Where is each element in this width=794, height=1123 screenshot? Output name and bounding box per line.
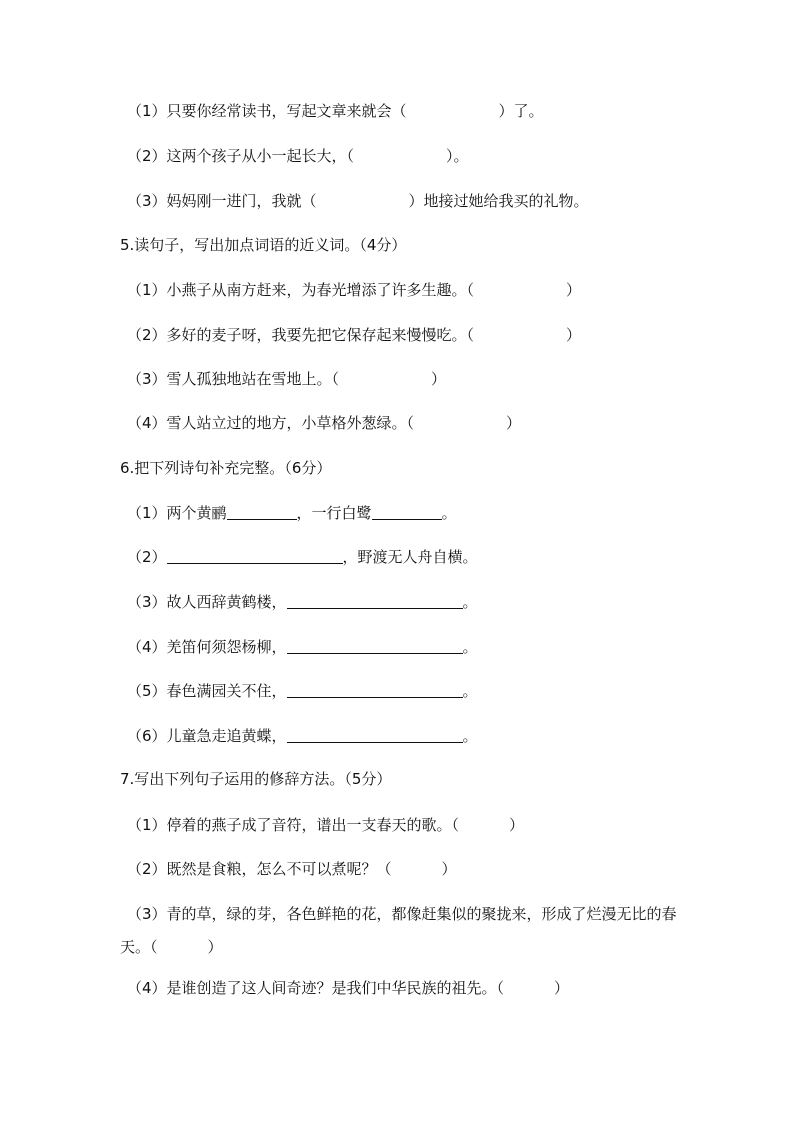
q4-item-3: （3）妈妈刚一进门，我就（ ）地接过她给我买的礼物。 — [127, 192, 589, 210]
q5-item-3: （3）雪人孤独地站在雪地上。（ ） — [127, 370, 447, 388]
q4-item-1: （1）只要你经常读书，写起文章来就会（ ）了。 — [127, 102, 544, 120]
q7-item-4: （4）是谁创造了这人间奇迹？是我们中华民族的祖先。（ ） — [127, 979, 570, 997]
answer-blank[interactable] — [287, 727, 463, 743]
answer-blank[interactable] — [287, 638, 463, 654]
q5-item-2: （2）多好的麦子呀，我要先把它保存起来慢慢吃。（ ） — [127, 326, 582, 344]
q7-item-1: （1）停着的燕子成了音符，谱出一支春天的歌。（ ） — [127, 816, 525, 834]
q7-item-2: （2）既然是食粮，怎么不可以煮呢？（ ） — [127, 860, 457, 878]
question-5-heading: 5.读句子，写出加点词语的近义词。（4分） — [120, 236, 407, 254]
q5-item-1: （1）小燕子从南方赶来，为春光增添了许多生趣。（ ） — [127, 281, 582, 299]
q6-item-5: （5）春色满园关不住， 。 — [127, 682, 478, 700]
q5-item-4: （4）雪人站立过的地方，小草格外葱绿。（ ） — [127, 414, 522, 432]
q6-item-4: （4）羌笛何须怨杨柳， 。 — [127, 638, 478, 656]
answer-blank[interactable] — [287, 593, 463, 609]
q6-item-2: （2） ，野渡无人舟自横。 — [127, 548, 478, 566]
answer-blank[interactable] — [287, 682, 463, 698]
q7-item-3: （3）青的草，绿的芽，各色鲜艳的花，都像赶集似的聚拢来，形成了烂漫无比的春天。（ ） — [120, 905, 677, 956]
q6-item-6: （6）儿童急走追黄蝶， 。 — [127, 727, 478, 745]
q6-item-3: （3）故人西辞黄鹤楼， 。 — [127, 593, 478, 611]
answer-blank[interactable] — [227, 504, 297, 520]
question-7-heading: 7.写出下列句子运用的修辞方法。（5分） — [120, 770, 392, 788]
question-6-heading: 6.把下列诗句补充完整。（6分） — [120, 459, 332, 477]
q6-item-1: （1）两个黄鹂 ，一行白鹭 。 — [127, 504, 457, 522]
answer-blank[interactable] — [372, 504, 442, 520]
q4-item-2: （2）这两个孩子从小一起长大，（ ）。 — [127, 147, 469, 165]
answer-blank[interactable] — [167, 548, 343, 564]
